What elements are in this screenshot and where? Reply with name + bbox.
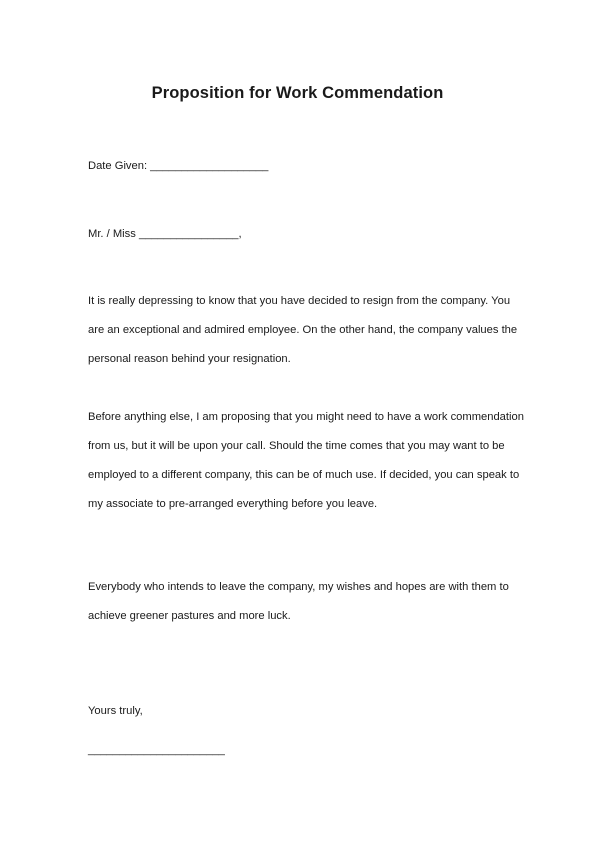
date-line: Date Given: ___________________ <box>88 160 269 172</box>
document-title: Proposition for Work Commendation <box>151 84 444 102</box>
paragraph-resignation: It is really depressing to know that you have decided to resign from the company. You are an exceptional and admired employee. On the other hand, the company values the personal reason behind your resignation. <box>88 295 518 365</box>
closing: Yours truly, <box>88 705 143 717</box>
signature-line: ______________________ <box>88 744 225 756</box>
paragraph-commendation: Before anything else, I am proposing that you might need to have a work commendation from us, but it will be upon your call. Should the time comes that you may want to be employed to a different company, this can be of much use. If decided, you can speak to my associate to pre-arranged everything before you leave. <box>88 411 524 510</box>
paragraph-wishes: Everybody who intends to leave the company, my wishes and hopes are with them to achieve greener pastures and more luck. <box>88 581 509 622</box>
salutation: Mr. / Miss ________________, <box>88 228 242 240</box>
